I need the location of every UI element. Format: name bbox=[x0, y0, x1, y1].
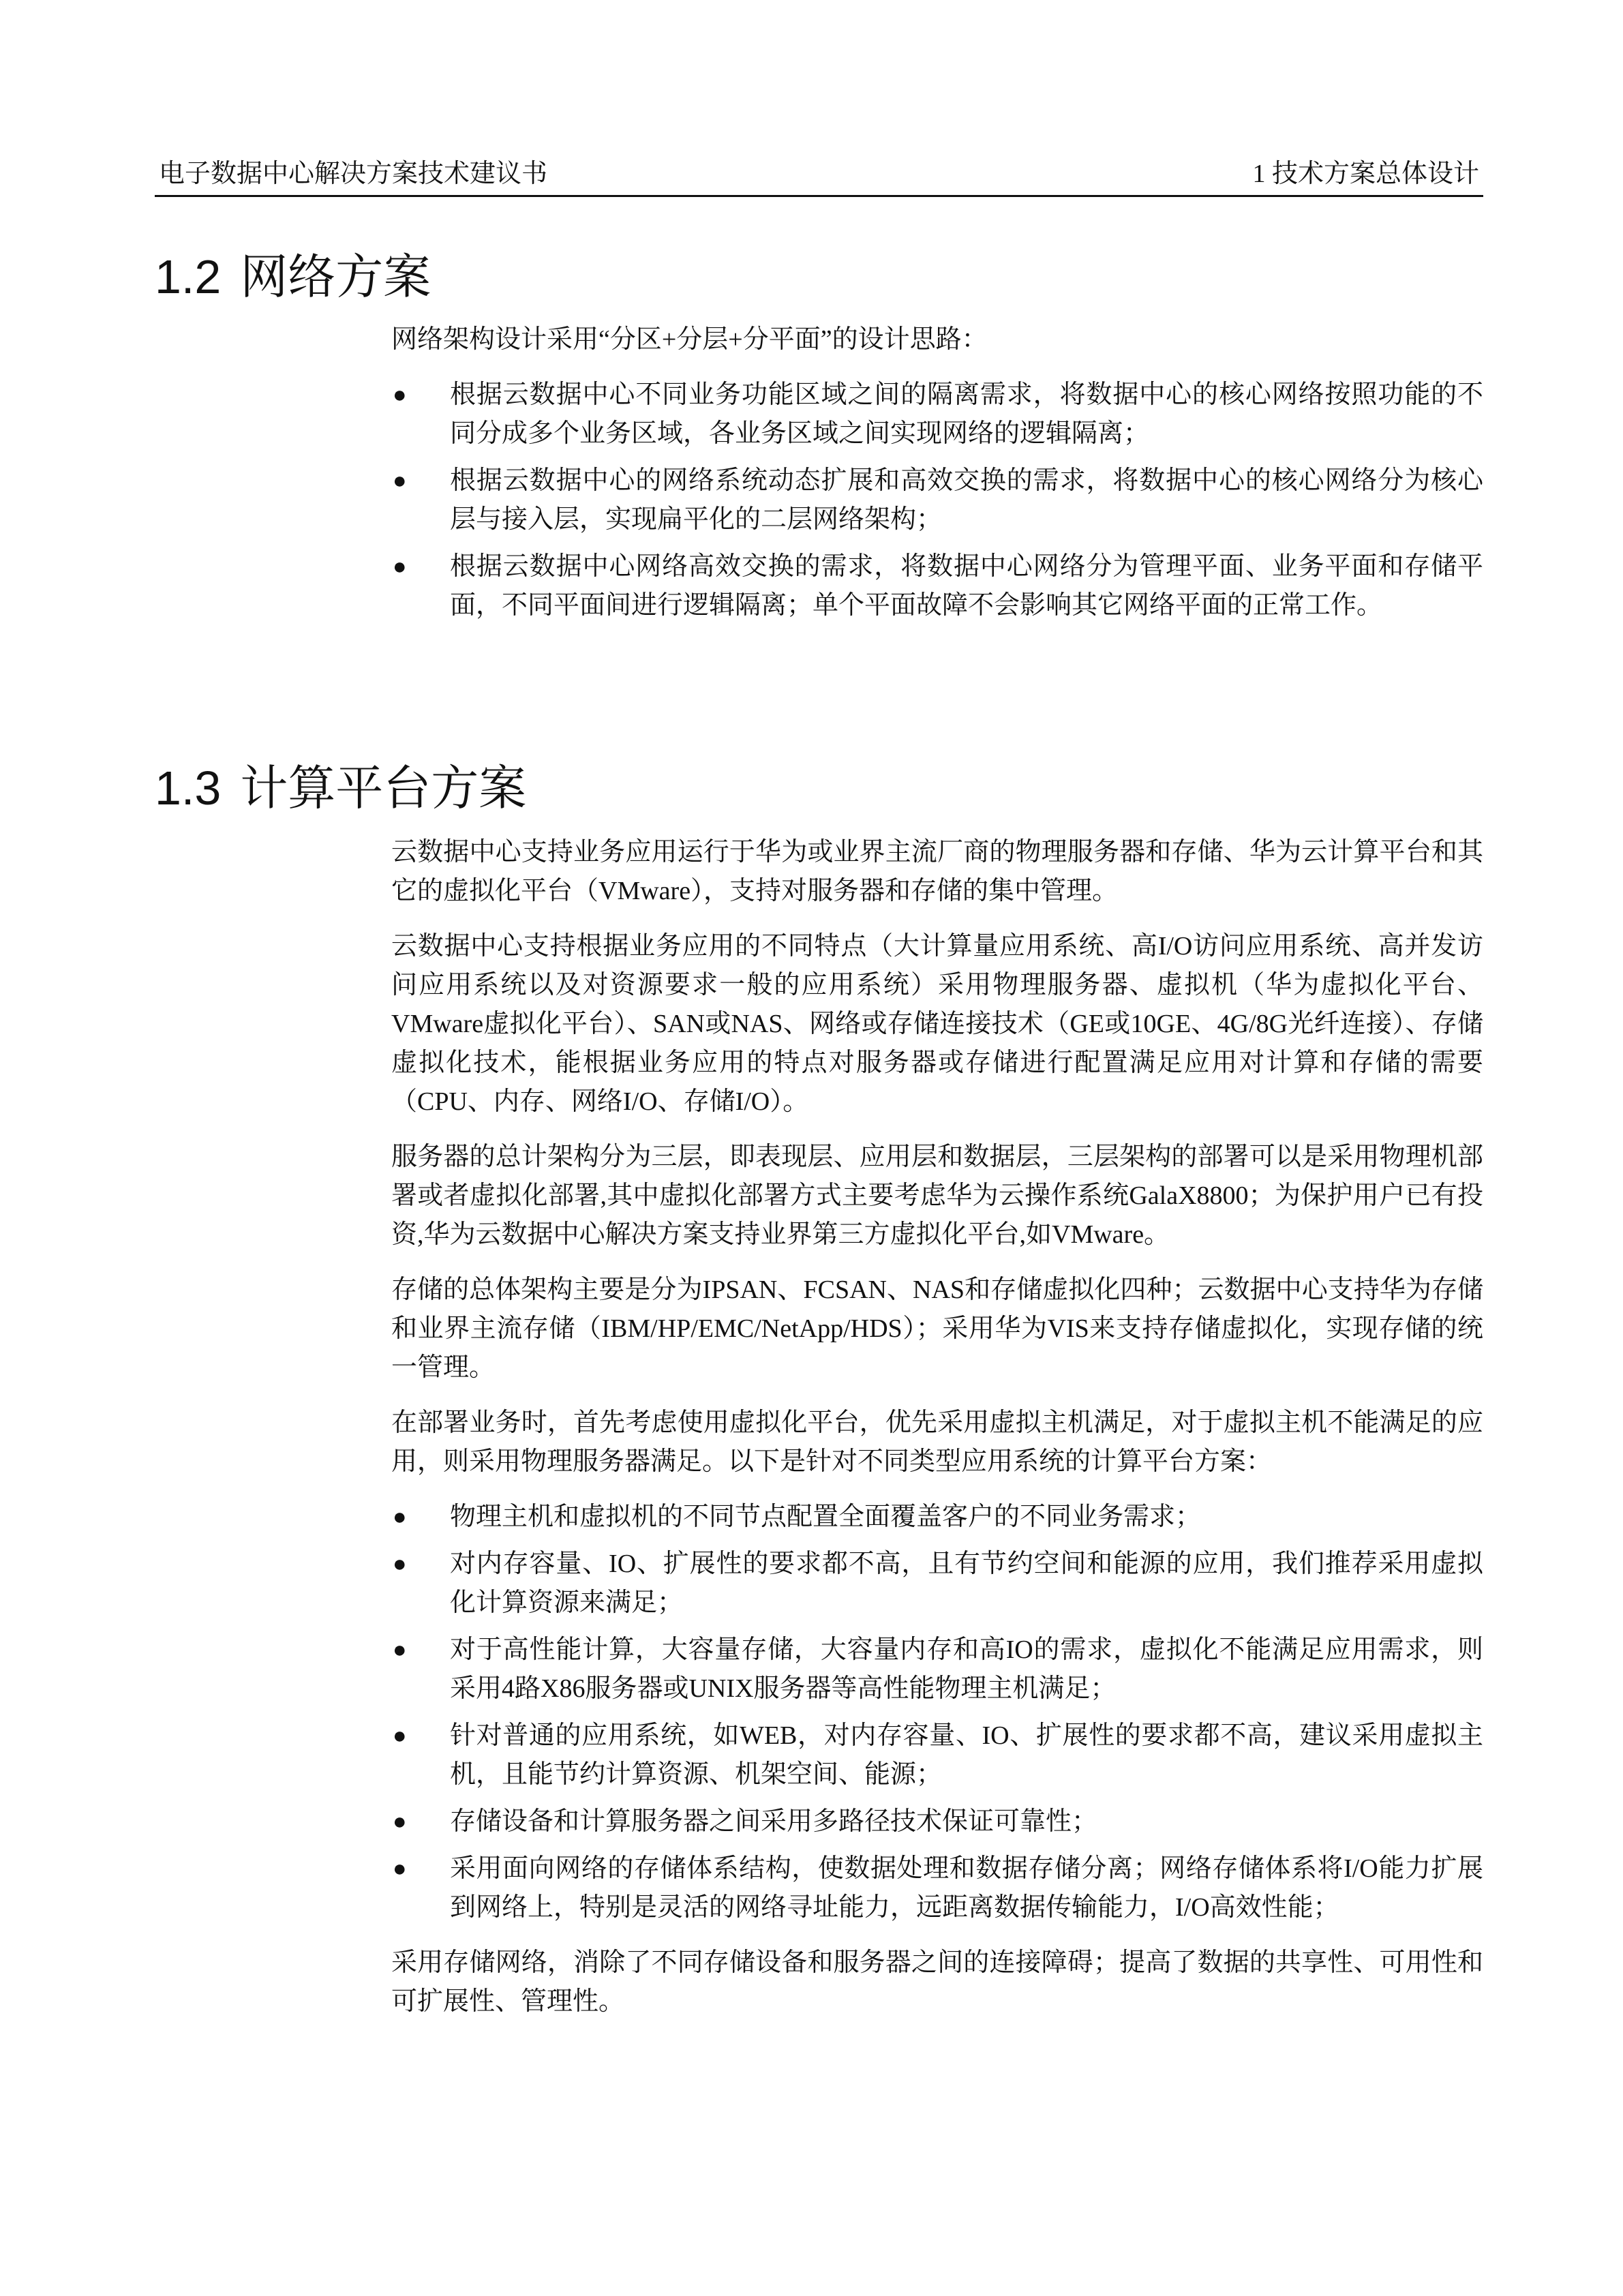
list-item bbox=[391, 547, 1483, 625]
list-item-text: 对于高性能计算，大容量存储，大容量内存和高IO的需求，虚拟化不能满足应用需求，则采用4路X86服务器或UNIX服务器等高性能物理主机满足； bbox=[450, 1635, 1483, 1703]
bullet-icon: ● bbox=[393, 1809, 407, 1834]
list-item-text: 针对普通的应用系统，如WEB，对内存容量、IO、扩展性的要求都不高，建议采用虚拟主机，且能节约计算资源、机架空间、能源； bbox=[450, 1721, 1483, 1789]
bullet-icon: ● bbox=[393, 1723, 407, 1749]
closing-paragraph: 采用存储网络，消除了不同存储设备和服务器之间的连接障碍；提高了数据的共享性、可用性和可扩展性、管理性。 bbox=[391, 1948, 1483, 2016]
list-item-text: 根据云数据中心不同业务功能区域之间的隔离需求，将数据中心的核心网络按照功能的不同分成多个业务区域，各业务区域之间实现网络的逻辑隔离； bbox=[450, 380, 1483, 448]
list-item bbox=[391, 1717, 1483, 1794]
bullet-icon: ● bbox=[393, 1552, 407, 1577]
section-heading-1-3 bbox=[155, 750, 526, 819]
list-item bbox=[391, 1498, 1483, 1537]
list-item bbox=[391, 1631, 1483, 1708]
section-number: 1.3 bbox=[155, 761, 222, 815]
section-1-2-body bbox=[391, 320, 1483, 641]
list-item bbox=[391, 1545, 1483, 1622]
list-item-text: 采用面向网络的存储体系结构，使数据处理和数据存储分离；网络存储体系将I/O能力扩展到网络上，特别是灵活的网络寻址能力，远距离数据传输能力，I/O高效性能； bbox=[450, 1854, 1483, 1922]
page-header bbox=[155, 155, 1483, 197]
section-1-3-body bbox=[391, 833, 1483, 2038]
list-item-text: 对内存容量、IO、扩展性的要求都不高，且有节约空间和能源的应用，我们推荐采用虚拟化计算资源来满足； bbox=[450, 1550, 1483, 1617]
paragraph: 云数据中心支持根据业务应用的不同特点（大计算量应用系统、高I/O访问应用系统、高并发访问应用系统以及对资源要求一般的应用系统）采用物理服务器、虚拟机（华为虚拟化平台、VMware虚拟化平台）、SAN或NAS、网络或存储连接技术（GE或10GE、4G/8G光纤连接）、存储虚拟化技术，能根据业务应用的特点对服务器或存储进行配置满足应用对计算和存储的需要（CPU、内存、网络I/O、存储I/O）。 bbox=[391, 932, 1483, 1116]
paragraph: 在部署业务时，首先考虑使用虚拟化平台，优先采用虚拟主机满足，对于虚拟主机不能满足的应用，则采用物理服务器满足。以下是针对不同类型应用系统的计算平台方案： bbox=[391, 1408, 1483, 1476]
list-item-text: 根据云数据中心的网络系统动态扩展和高效交换的需求，将数据中心的核心网络分为核心层与接入层，实现扁平化的二层网络架构； bbox=[450, 466, 1483, 534]
bullet-icon: ● bbox=[393, 382, 407, 408]
bullet-icon: ● bbox=[393, 1637, 407, 1663]
list-item bbox=[391, 462, 1483, 539]
chapter-title: 1 技术方案总体设计 bbox=[1252, 160, 1479, 188]
list-item-text: 物理主机和虚拟机的不同节点配置全面覆盖客户的不同业务需求； bbox=[450, 1502, 1202, 1531]
list-item-text: 根据云数据中心网络高效交换的需求，将数据中心网络分为管理平面、业务平面和存储平面，不同平面间进行逻辑隔离；单个平面故障不会影响其它网络平面的正常工作。 bbox=[450, 552, 1483, 620]
document-title: 电子数据中心解决方案技术建议书 bbox=[159, 160, 548, 188]
paragraph: 云数据中心支持业务应用运行于华为或业界主流厂商的物理服务器和存储、华为云计算平台和其它的虚拟化平台（VMware），支持对服务器和存储的集中管理。 bbox=[391, 838, 1483, 905]
bullet-icon: ● bbox=[393, 468, 407, 494]
bullet-icon: ● bbox=[393, 554, 407, 579]
list-item-text: 存储设备和计算服务器之间采用多路径技术保证可靠性； bbox=[450, 1807, 1098, 1836]
section-heading-1-2 bbox=[155, 239, 431, 307]
bullet-list bbox=[391, 1498, 1483, 1927]
section-title: 网络方案 bbox=[240, 250, 431, 303]
bullet-icon: ● bbox=[393, 1856, 407, 1882]
paragraph: 存储的总体架构主要是分为IPSAN、FCSAN、NAS和存储虚拟化四种；云数据中心支持华为存储和业界主流存储（IBM/HP/EMC/NetApp/HDS）；采用华为VIS来支持存储虚拟化，实现存储的统一管理。 bbox=[391, 1275, 1483, 1382]
bullet-list bbox=[391, 376, 1483, 625]
bullet-icon: ● bbox=[393, 1505, 407, 1530]
intro-paragraph: 网络架构设计采用“分区+分层+分平面”的设计思路： bbox=[391, 325, 988, 354]
list-item bbox=[391, 1802, 1483, 1841]
list-item bbox=[391, 1849, 1483, 1927]
list-item bbox=[391, 376, 1483, 453]
section-number: 1.2 bbox=[155, 250, 222, 303]
paragraph: 服务器的总计架构分为三层，即表现层、应用层和数据层，三层架构的部署可以是采用物理机部署或者虚拟化部署,其中虚拟化部署方式主要考虑华为云操作系统GalaX8800；为保护用户已有投资,华为云数据中心解决方案支持业界第三方虚拟化平台,如VMware。 bbox=[391, 1143, 1483, 1249]
section-title: 计算平台方案 bbox=[240, 761, 527, 815]
